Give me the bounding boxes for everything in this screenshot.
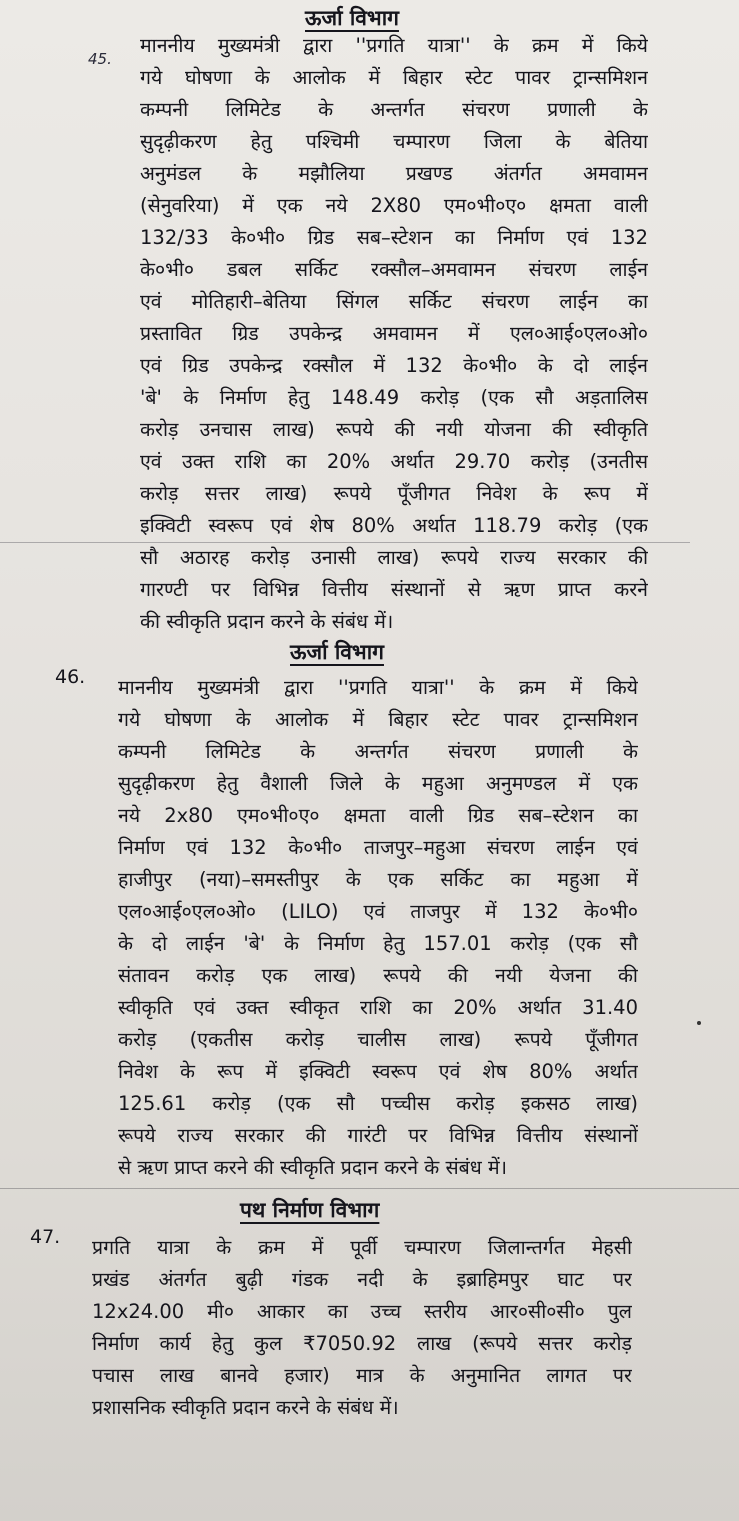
section-46-paragraph [118,672,638,1184]
paragraph-line: प्रगति यात्रा के क्रम में पूर्वी चम्पारण जिलान्तर्गत मेहसी [92,1236,632,1259]
paragraph-line: एल०आई०एल०ओ० (LILO) एवं ताजपुर में 132 के०भी० [118,900,638,923]
paragraph-line: गारण्टी पर विभिन्न वित्तीय संस्थानों से ऋण प्राप्त करने [140,578,648,601]
paragraph-line: माननीय मुख्यमंत्री द्वारा ''प्रगति यात्रा'' के क्रम में किये [118,676,638,699]
paragraph-line: एवं मोतिहारी–बेतिया सिंगल सर्किट संचरण लाईन का [140,290,648,313]
paragraph-line: कम्पनी लिमिटेड के अन्तर्गत संचरण प्रणाली के [140,98,648,121]
paragraph-line: 132/33 के०भी० ग्रिड सब–स्टेशन का निर्माण एवं 132 [140,226,648,249]
ink-dot [697,1021,701,1025]
paragraph-line: प्रस्तावित ग्रिड उपकेन्द्र अमवामन में एल०आई०एल०ओ० [140,322,648,345]
paragraph-line: निवेश के रूप में इक्विटी स्वरूप एवं शेष 80% अर्थात [118,1060,638,1083]
section-46-heading: ऊर्जा विभाग [290,640,384,664]
paragraph-line: (सेनुवरिया) में एक नये 2X80 एम०भी०ए० क्षमता वाली [140,194,648,217]
paragraph-line: से ऋण प्राप्त करने की स्वीकृति प्रदान करने के संबंध में। [118,1156,508,1179]
section-46-number: 46. [55,666,86,688]
paragraph-line: एवं ग्रिड उपकेन्द्र रक्सौल में 132 के०भी० के दो लाईन [140,354,648,377]
paragraph-line: संतावन करोड़ एक लाख) रूपये की नयी येजना की [118,964,638,987]
section-45-number: 45. [88,50,112,68]
paragraph-line: माननीय मुख्यमंत्री द्वारा ''प्रगति यात्रा'' के क्रम में किये [140,34,648,57]
paragraph-line: गये घोषणा के आलोक में बिहार स्टेट पावर ट्रान्समिशन [140,66,648,89]
paragraph-line: करोड़ उनचास लाख) रूपये की नयी योजना की स्वीकृति [140,418,648,441]
section-45-heading: ऊर्जा विभाग [305,6,399,30]
paragraph-line: 12x24.00 मी० आकार का उच्च स्तरीय आर०सी०सी० पुल [92,1300,632,1323]
paragraph-line: के दो लाईन 'बे' के निर्माण हेतु 157.01 करोड़ (एक सौ [118,932,638,955]
paragraph-line: करोड़ (एकतीस करोड़ चालीस लाख) रूपये पूँजीगत [118,1028,638,1051]
page-fold-line [0,542,690,543]
paragraph-line: एवं उक्त राशि का 20% अर्थात 29.70 करोड़ (उनतीस [140,450,648,473]
paragraph-line: करोड़ सत्तर लाख) रूपये पूँजीगत निवेश के रूप में [140,482,648,505]
paragraph-line: की स्वीकृति प्रदान करने के संबंध में। [140,610,394,633]
paragraph-line: अनुमंडल के मझौलिया प्रखण्ड अंतर्गत अमवामन [140,162,648,185]
paragraph-line: प्रखंड अंतर्गत बुढ़ी गंडक नदी के इब्राहिमपुर घाट पर [92,1268,632,1291]
page-fold-line [0,1188,739,1189]
paragraph-line: सुदृढ़ीकरण हेतु पश्चिमी चम्पारण जिला के बेतिया [140,130,648,153]
section-47-number: 47. [30,1226,61,1248]
section-45-paragraph [140,30,648,638]
paragraph-line: हाजीपुर (नया)–समस्तीपुर के एक सर्किट का महुआ में [118,868,638,891]
paragraph-line: प्रशासनिक स्वीकृति प्रदान करने के संबंध में। [92,1396,399,1419]
paragraph-line: रूपये राज्य सरकार की गारंटी पर विभिन्न वित्तीय संस्थानों [118,1124,638,1147]
paragraph-line: गये घोषणा के आलोक में बिहार स्टेट पावर ट्रान्समिशन [118,708,638,731]
section-47-heading: पथ निर्माण विभाग [240,1198,380,1222]
paragraph-line: निर्माण कार्य हेतु कुल ₹7050.92 लाख (रूपये सत्तर करोड़ [92,1332,632,1355]
paragraph-line: निर्माण एवं 132 के०भी० ताजपुर–महुआ संचरण लाईन एवं [118,836,638,859]
paragraph-line: के०भी० डबल सर्किट रक्सौल–अमवामन संचरण लाईन [140,258,648,281]
paragraph-line: स्वीकृति एवं उक्त स्वीकृत राशि का 20% अर्थात 31.40 [118,996,638,1019]
paragraph-line: इक्विटी स्वरूप एवं शेष 80% अर्थात 118.79 करोड़ (एक [140,514,648,537]
section-47-paragraph [92,1232,632,1424]
paragraph-line: पचास लाख बानवे हजार) मात्र के अनुमानित लागत पर [92,1364,632,1387]
paragraph-line: सौ अठारह करोड़ उनासी लाख) रूपये राज्य सरकार की [140,546,648,569]
paragraph-line: नये 2x80 एम०भी०ए० क्षमता वाली ग्रिड सब–स्टेशन का [118,804,638,827]
paragraph-line: कम्पनी लिमिटेड के अन्तर्गत संचरण प्रणाली के [118,740,638,763]
paragraph-line: 'बे' के निर्माण हेतु 148.49 करोड़ (एक सौ अड़तालिस [140,386,648,409]
paragraph-line: 125.61 करोड़ (एक सौ पच्चीस करोड़ इकसठ लाख) [118,1092,638,1115]
paragraph-line: सुदृढ़ीकरण हेतु वैशाली जिले के महुआ अनुमण्डल में एक [118,772,638,795]
